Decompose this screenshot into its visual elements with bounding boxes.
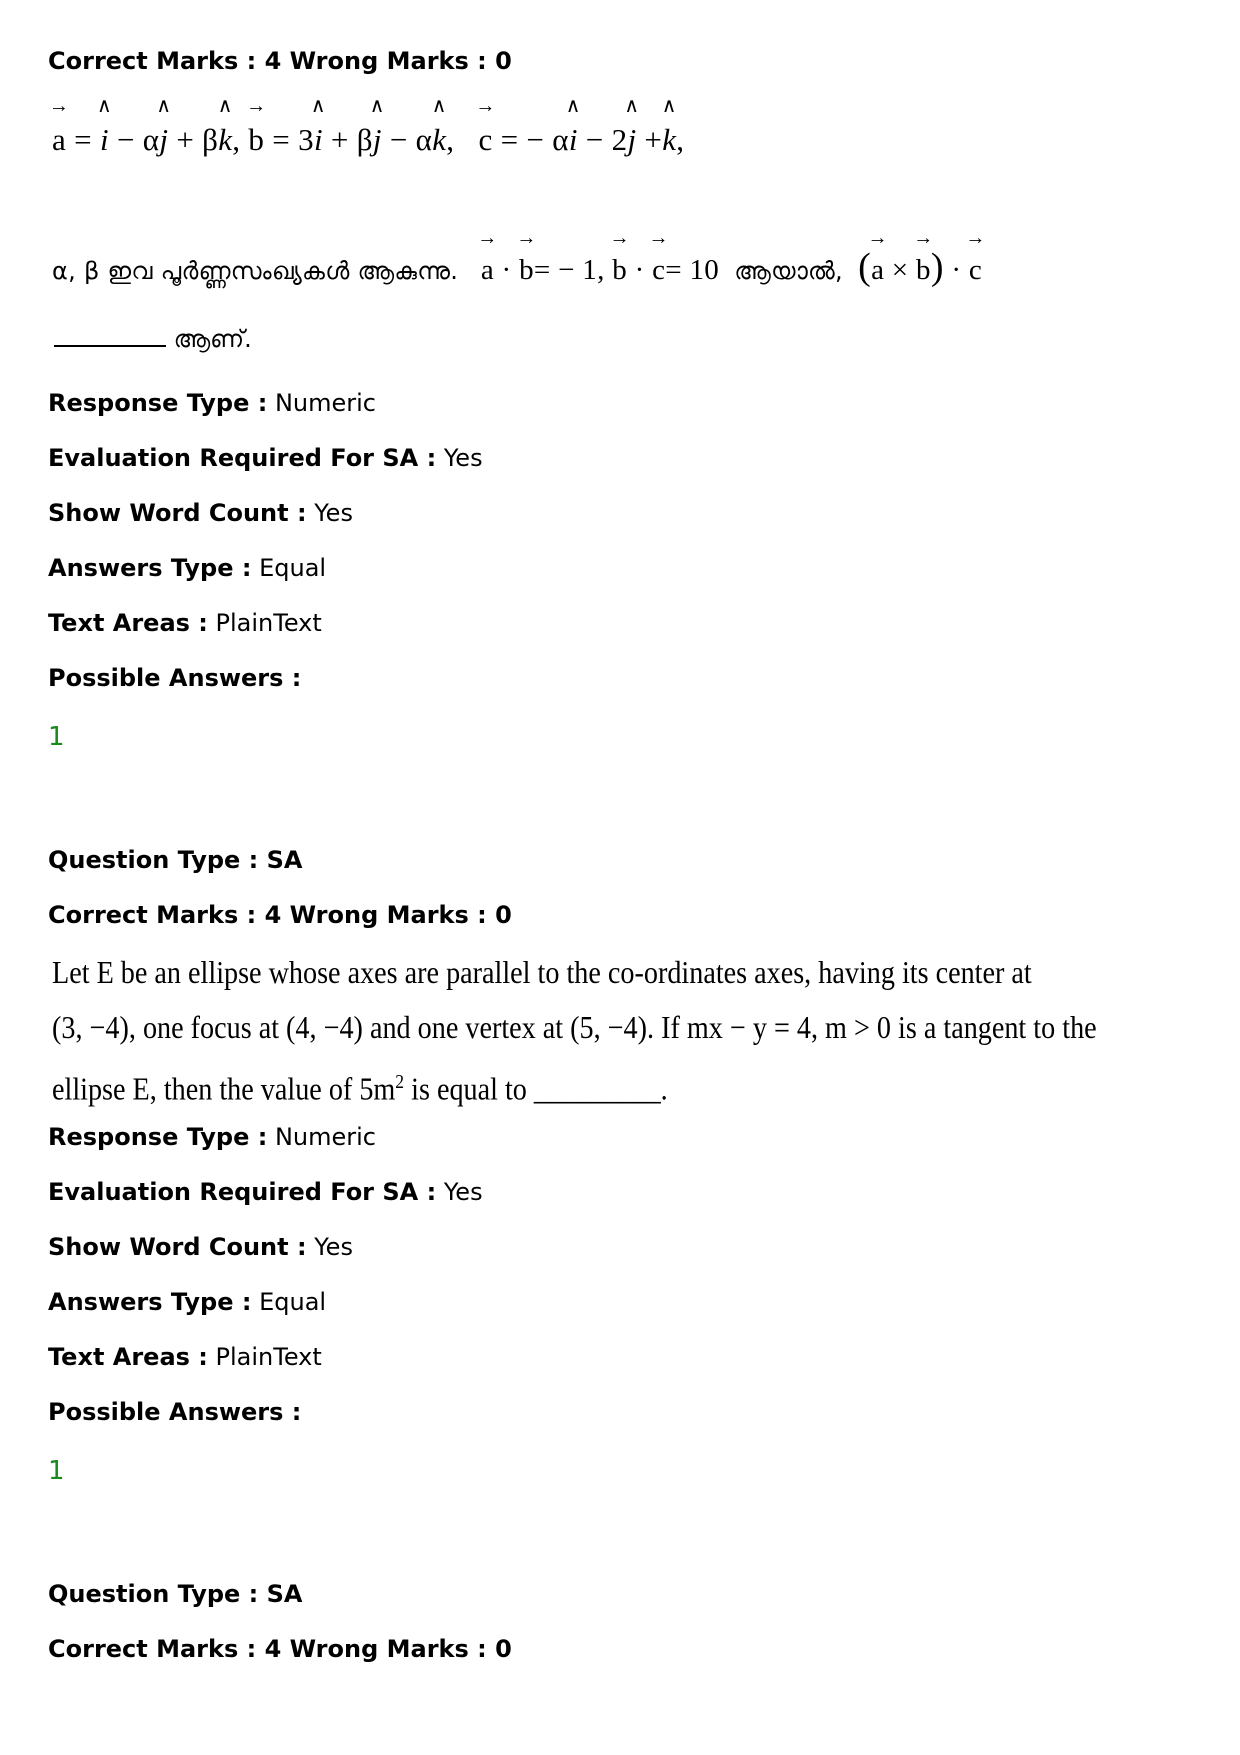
q1-answers-type: Answers Type : Equal xyxy=(48,554,327,582)
q1-evaluation-required: Evaluation Required For SA : Yes xyxy=(48,444,483,472)
q1-text-areas: Text Areas : PlainText xyxy=(48,609,322,637)
q1-answer-blank: ആണ്. xyxy=(54,325,252,353)
vector-a: → a xyxy=(48,95,70,157)
q2-show-word-count: Show Word Count : Yes xyxy=(48,1233,353,1261)
q2-possible-answer-value: 1 xyxy=(48,1456,65,1486)
vector-c: → c xyxy=(475,95,496,157)
q2-text-areas: Text Areas : PlainText xyxy=(48,1343,322,1371)
q2-line-3: ellipse E, then the value of $5m^2$ is equal to _________. xyxy=(52,1070,668,1107)
q1-marks: Correct Marks : 4 Wrong Marks : 0 xyxy=(48,47,512,75)
q1-question-text-malayalam: α, β ഇവ പൂർണ്ണസംഖ്യകൾ ആകുന്നു. → a · → b= − 1, → b · → c= 10 ആയാൽ, ( → a × → b) · → c xyxy=(52,227,986,288)
q3-question-type: Question Type : SA xyxy=(48,1580,303,1608)
q1-vector-definitions: → a = ∧ i − α ∧ j + β ∧ k, → b = 3 ∧ i + β ∧ j − α ∧ k, → c = − α ∧ i − 2 ∧ j + ∧ k, xyxy=(48,95,685,157)
blank-line xyxy=(54,345,166,347)
q2-line-1: Let E be an ellipse whose axes are parallel to the co-ordinates axes, having its center at xyxy=(52,954,1032,990)
q2-possible-answers-label: Possible Answers : xyxy=(48,1398,302,1426)
q2-line-2: (3, −4), one focus at (4, −4) and one vertex at (5, −4). If mx − y = 4, m > 0 is a tangent to the xyxy=(52,1009,1097,1045)
q1-response-type: Response Type : Numeric xyxy=(48,389,376,417)
q2-evaluation-required: Evaluation Required For SA : Yes xyxy=(48,1178,483,1206)
q2-marks: Correct Marks : 4 Wrong Marks : 0 xyxy=(48,901,512,929)
q2-question-text xyxy=(52,945,1097,1117)
q2-response-type: Response Type : Numeric xyxy=(48,1123,376,1151)
q1-show-word-count: Show Word Count : Yes xyxy=(48,499,353,527)
q2-answers-type: Answers Type : Equal xyxy=(48,1288,327,1316)
q1-possible-answers-label: Possible Answers : xyxy=(48,664,302,692)
vector-b: → b xyxy=(246,95,267,157)
q3-marks: Correct Marks : 4 Wrong Marks : 0 xyxy=(48,1635,512,1663)
q2-question-type: Question Type : SA xyxy=(48,846,303,874)
q1-possible-answer-value: 1 xyxy=(48,722,65,752)
